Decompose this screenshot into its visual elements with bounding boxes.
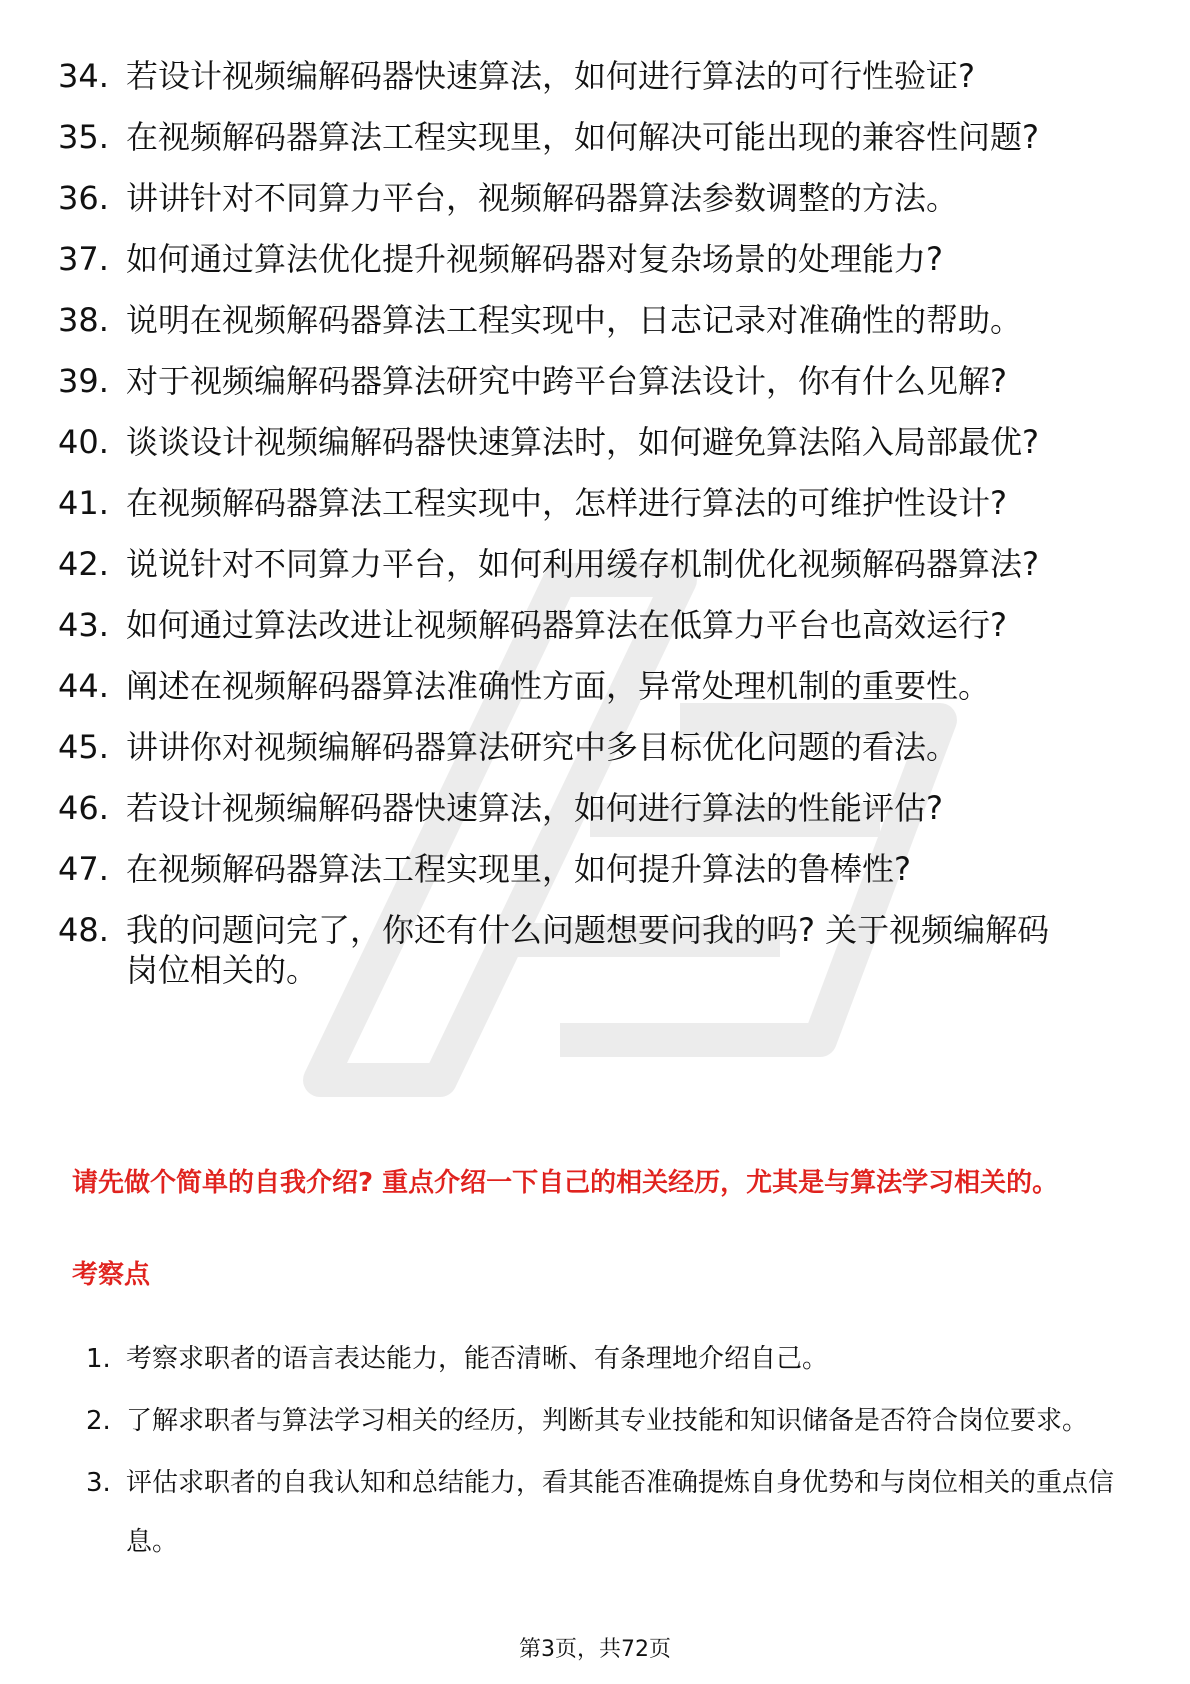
question-number: 47. <box>58 850 109 888</box>
question-number: 36. <box>58 179 109 217</box>
question-text: 在视频解码器算法工程实现中，怎样进行算法的可维护性设计? <box>126 484 1007 522</box>
point-number: 3. <box>86 1468 111 1498</box>
question-text: 若设计视频编解码器快速算法，如何进行算法的性能评估? <box>126 789 943 827</box>
question-item <box>58 544 1138 584</box>
question-item <box>58 56 1138 96</box>
question-number: 42. <box>58 545 109 583</box>
question-number: 35. <box>58 118 109 156</box>
point-number: 2. <box>86 1406 111 1436</box>
assessment-point <box>86 1454 1126 1572</box>
question-item <box>58 361 1138 401</box>
question-number: 39. <box>58 362 109 400</box>
question-number: 43. <box>58 606 109 644</box>
question-number: 46. <box>58 789 109 827</box>
highlighted-interview-question: 请先做个简单的自我介绍? 重点介绍一下自己的相关经历，尤其是与算法学习相关的。 <box>72 1168 1059 1198</box>
question-item <box>58 422 1138 462</box>
point-text: 了解求职者与算法学习相关的经历，判断其专业技能和知识储备是否符合岗位要求。 <box>126 1406 1089 1436</box>
question-item <box>58 666 1138 706</box>
page-footer: 第3页，共72页 <box>519 1637 671 1662</box>
question-item <box>58 178 1138 218</box>
assessment-point <box>86 1330 1126 1389</box>
question-number: 41. <box>58 484 109 522</box>
question-text: 我的问题问完了，你还有什么问题想要问我的吗? 关于视频编解码岗位相关的。 <box>126 911 1050 989</box>
question-number: 34. <box>58 57 109 95</box>
question-text: 如何通过算法优化提升视频解码器对复杂场景的处理能力? <box>126 240 943 278</box>
question-item <box>58 605 1138 645</box>
question-text: 对于视频编解码器算法研究中跨平台算法设计，你有什么见解? <box>126 362 1007 400</box>
question-item <box>58 239 1138 279</box>
question-text: 讲讲你对视频编解码器算法研究中多目标优化问题的看法。 <box>126 728 959 766</box>
question-text: 在视频解码器算法工程实现里，如何提升算法的鲁棒性? <box>126 850 911 888</box>
question-number: 40. <box>58 423 109 461</box>
question-number: 37. <box>58 240 109 278</box>
question-text: 谈谈设计视频编解码器快速算法时，如何避免算法陷入局部最优? <box>126 423 1039 461</box>
question-text: 讲讲针对不同算力平台，视频解码器算法参数调整的方法。 <box>126 179 959 217</box>
point-number: 1. <box>86 1344 111 1374</box>
question-number: 48. <box>58 911 109 949</box>
section-title: 考察点 <box>72 1260 151 1290</box>
question-item <box>58 117 1138 157</box>
question-number: 38. <box>58 301 109 339</box>
question-item <box>58 788 1138 828</box>
question-item <box>58 910 1138 990</box>
question-number: 45. <box>58 728 109 766</box>
question-text: 在视频解码器算法工程实现里，如何解决可能出现的兼容性问题? <box>126 118 1039 156</box>
question-text: 若设计视频编解码器快速算法，如何进行算法的可行性验证? <box>126 57 975 95</box>
question-number: 44. <box>58 667 109 705</box>
assessment-point <box>86 1392 1126 1451</box>
question-text: 说明在视频解码器算法工程实现中，日志记录对准确性的帮助。 <box>126 301 1023 339</box>
question-text: 说说针对不同算力平台，如何利用缓存机制优化视频解码器算法? <box>126 545 1039 583</box>
question-item <box>58 727 1138 767</box>
question-text: 阐述在视频解码器算法准确性方面，异常处理机制的重要性。 <box>126 667 991 705</box>
assessment-points-list <box>86 1330 1126 1575</box>
question-item <box>58 483 1138 523</box>
question-text: 如何通过算法改进让视频解码器算法在低算力平台也高效运行? <box>126 606 1007 644</box>
question-item <box>58 300 1138 340</box>
point-text: 考察求职者的语言表达能力，能否清晰、有条理地介绍自己。 <box>126 1344 829 1374</box>
question-list <box>58 56 1138 1011</box>
point-text: 评估求职者的自我认知和总结能力，看其能否准确提炼自身优势和与岗位相关的重点信息。 <box>126 1468 1115 1557</box>
question-item <box>58 849 1138 889</box>
